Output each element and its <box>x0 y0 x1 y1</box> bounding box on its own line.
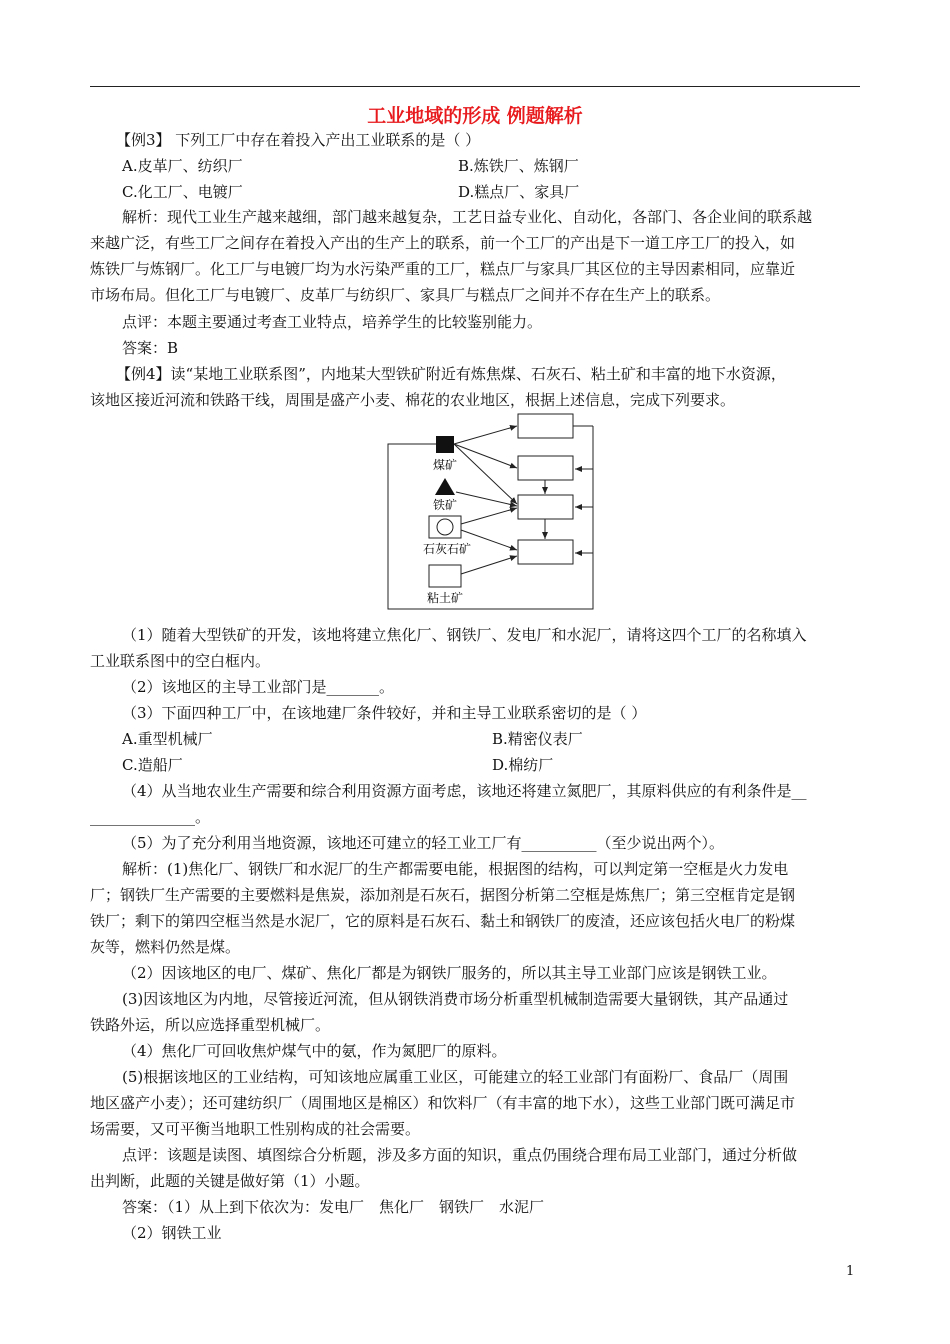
blank-box-2 <box>518 456 573 480</box>
ex4-q4-line: （4）从当地农业生产需要和综合利用资源方面考虑，该地还将建立氮肥厂，其原料供应的有利条件是__ <box>122 782 807 800</box>
ex4-analysis-line: 灰等，燃料仍然是煤。 <box>90 938 241 956</box>
ex3-analysis-line: 炼铁厂与炼钢厂。化工厂与电镀厂均为水污染严重的工厂，糕点厂与家具厂其区位的主导因素相同，应靠近 <box>90 260 796 278</box>
coal-mine-label: 煤矿 <box>432 458 458 472</box>
blank-box-4 <box>518 540 573 564</box>
ex4-answer-2: （2）钢铁工业 <box>122 1224 222 1242</box>
ex4-analysis-4: （4）焦化厂可回收焦炉煤气中的氨，作为氮肥厂的原料。 <box>122 1042 507 1060</box>
ex4-q2: （2）该地区的主导工业部门是_______。 <box>122 678 395 696</box>
ex4-q3: （3）下面四种工厂中，在该地建厂条件较好，并和主导工业联系密切的是（ ） <box>122 704 647 722</box>
ex4-q1-line: （1）随着大型铁矿的开发，该地将建立焦化厂、钢铁厂、发电厂和水泥厂，请将这四个工厂的名称填入 <box>122 626 807 644</box>
ex4-analysis-line: 铁厂；剩下的第四空框当然是水泥厂，它的原料是石灰石、黏土和钢铁厂的废渣，还应该包括火电厂的粉煤 <box>90 912 796 930</box>
ex4-comment-line: 点评：该题是读图、填图综合分析题，涉及多方面的知识，重点仍围绕合理布局工业部门，通过分析做 <box>122 1146 798 1164</box>
blank-box-1 <box>518 414 573 438</box>
coal-mine-icon <box>436 436 454 453</box>
ex4-analysis-line: 解析：(1)焦化厂、钢铁厂和水泥厂的生产都需要电能，根据图的结构，可以判定第一空框是火力发电 <box>122 860 789 878</box>
iron-mine-label: 铁矿 <box>432 498 458 512</box>
ex4-q1-line: 工业联系图中的空白框内。 <box>90 652 271 670</box>
page-title: 工业地域的形成 例题解析 <box>367 105 583 127</box>
ex4-analysis-line: 厂；钢铁厂生产需要的主要燃料是焦炭，添加剂是石灰石，据图分析第二空框是炼焦厂；第三空框肯定是钢 <box>90 886 796 904</box>
ex4-q4-line: ______________。 <box>90 808 211 826</box>
ex3-comment: 点评：本题主要通过考查工业特点，培养学生的比较鉴别能力。 <box>122 313 543 331</box>
ex4-analysis-5-line: (5)根据该地区的工业结构，可知该地应属重工业区，可能建立的轻工业部门有面粉厂、食品厂（周围 <box>122 1068 789 1086</box>
ex4-q5: （5）为了充分利用当地资源，该地还可建立的轻工业工厂有__________（至少说出两个）。 <box>122 834 725 852</box>
ex4-q3-option-d: D.棉纺厂 <box>492 756 554 774</box>
ex4-analysis-3-line: 铁路外运，所以应选择重型机械厂。 <box>90 1016 331 1034</box>
ex3-analysis-line: 解析：现代工业生产越来越细，部门越来越复杂，工艺日益专业化、自动化，各部门、各企业间的联系越 <box>122 208 813 226</box>
ex3-option-c: C.化工厂、电镀厂 <box>122 183 243 201</box>
blank-box-3 <box>518 495 573 519</box>
ex3-question: 【例3】 下列工厂中存在着投入产出工业联系的是（ ） <box>116 131 481 149</box>
ex4-q3-option-b: B.精密仪表厂 <box>492 730 583 748</box>
ex3-analysis-line: 来越广泛，有些工厂之间存在着投入产出的生产上的联系，前一个工厂的产出是下一道工序工厂的投入，如 <box>90 234 796 252</box>
ex4-answer-1: 答案：（1）从上到下依次为：发电厂 焦化厂 钢铁厂 水泥厂 <box>122 1198 545 1216</box>
clay-mine-label: 粘土矿 <box>426 591 464 605</box>
ex4-intro-line: 该地区接近河流和铁路干线，周围是盛产小麦、棉花的农业地区，根据上述信息，完成下列要求。 <box>90 391 736 409</box>
ex4-q3-option-a: A.重型机械厂 <box>122 730 213 748</box>
ex4-comment-line: 出判断，此题的关键是做好第（1）小题。 <box>90 1172 370 1190</box>
ex3-option-b: B.炼铁厂、炼钢厂 <box>458 157 579 175</box>
limestone-mine-label: 石灰石矿 <box>422 542 472 556</box>
ex4-analysis-3-line: (3)因该地区为内地，尽管接近河流，但从钢铁消费市场分析重型机械制造需要大量钢铁，其产品通过 <box>122 990 789 1008</box>
ex4-analysis-5-line: 场需要，又可平衡当地职工性别构成的社会需要。 <box>90 1120 421 1138</box>
ex4-intro-line: 【例4】读“某地工业联系图”，内地某大型铁矿附近有炼焦煤、石灰石、粘土矿和丰富的地下水资源， <box>116 365 786 383</box>
industry-linkage-diagram <box>378 400 608 615</box>
ex3-option-a: A.皮革厂、纺织厂 <box>122 157 243 175</box>
ex3-analysis-line: 市场布局。但化工厂与电镀厂、皮革厂与纺织厂、家具厂与糕点厂之间并不存在生产上的联系。 <box>90 286 721 304</box>
ex4-analysis-2: （2）因该地区的电厂、煤矿、焦化厂都是为钢铁厂服务的，所以其主导工业部门应该是钢铁工业。 <box>122 964 777 982</box>
iron-mine-icon <box>435 478 455 495</box>
ex4-analysis-5-line: 地区盛产小麦）；还可建纺织厂（周围地区是棉区）和饮料厂（有丰富的地下水），这些工业部门既可满足市 <box>90 1094 796 1112</box>
ex3-option-d: D.糕点厂、家具厂 <box>458 183 580 201</box>
header-rule <box>90 86 860 87</box>
page-number: 1 <box>846 1264 855 1279</box>
ex4-q3-option-c: C.造船厂 <box>122 756 183 774</box>
ex3-answer: 答案：B <box>122 339 179 357</box>
clay-mine-icon <box>429 565 461 587</box>
